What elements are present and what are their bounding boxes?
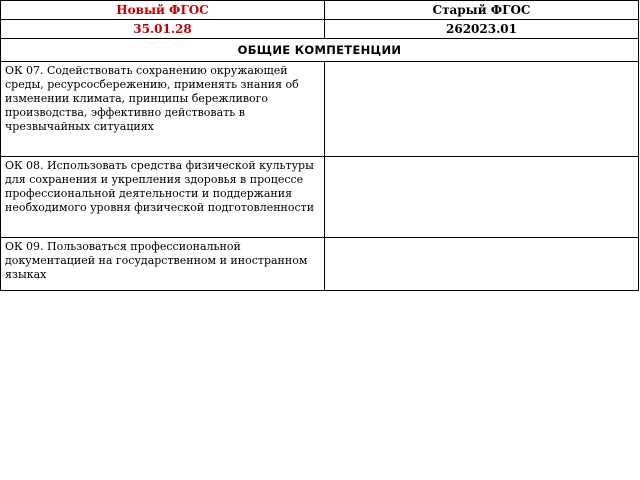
old-competency-cell [325,62,639,157]
new-fgos-code: 35.01.28 [1,20,325,39]
competency-ok08: ОК 08. Использовать средства физической культуры для сохранения и укрепления здоровья в процессе профессиональной деятельности и поддержания необходимого уровня физической подготовленности [1,157,325,238]
header-row [1,1,639,20]
old-fgos-code: 262023.01 [325,20,639,39]
old-fgos-header: Старый ФГОС [325,1,639,20]
code-row [1,20,639,39]
section-title: ОБЩИЕ КОМПЕТЕНЦИИ [1,39,639,62]
section-row [1,39,639,62]
old-competency-cell [325,157,639,238]
table-row [1,157,639,238]
competency-ok07: ОК 07. Содействовать сохранению окружающей среды, ресурсосбережению, применять знания об изменении климата, принципы бережливого производства, эффективно действовать в чрезвычайных ситуациях [1,62,325,157]
table-row [1,238,639,291]
old-competency-cell [325,238,639,291]
table-row [1,62,639,157]
competency-ok09: ОК 09. Пользоваться профессиональной документацией на государственном и иностранном языках [1,238,325,291]
new-fgos-header: Новый ФГОС [1,1,325,20]
